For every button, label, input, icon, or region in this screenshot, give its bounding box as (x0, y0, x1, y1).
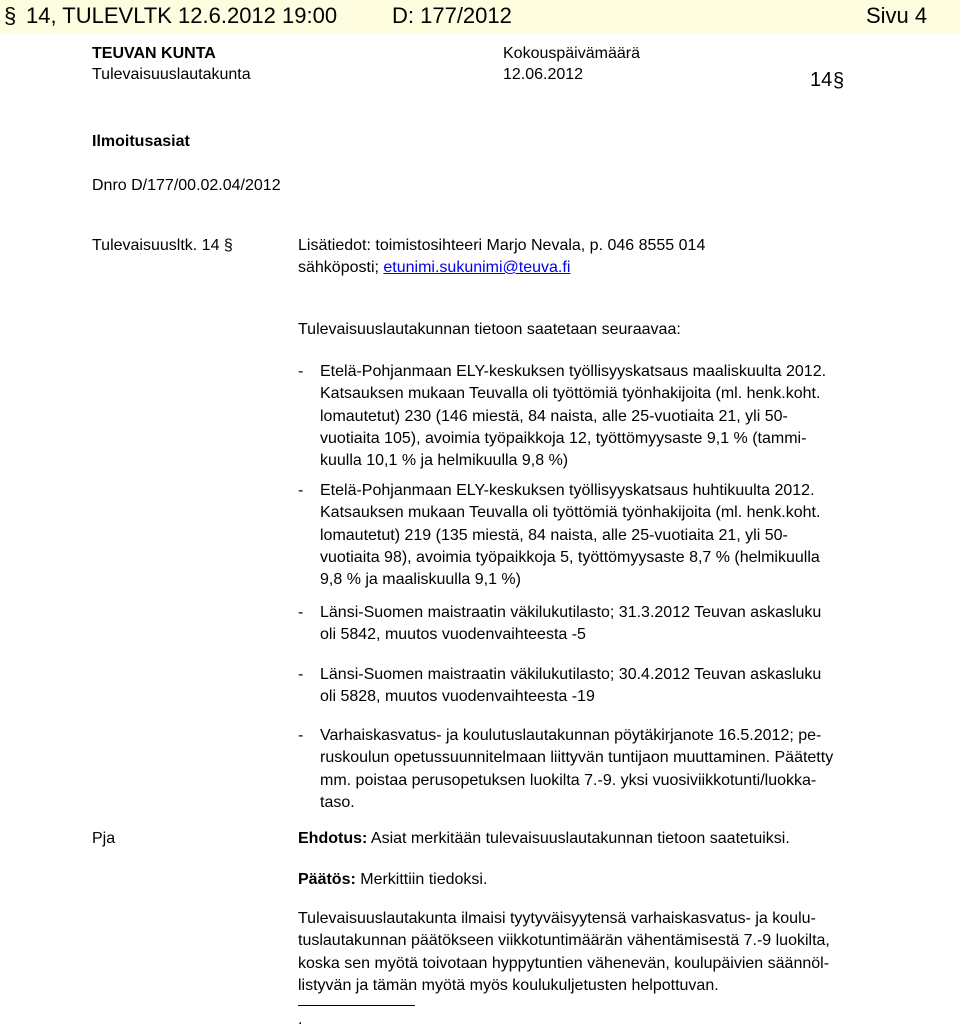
list-item (320, 664, 821, 709)
item-line: vuotiaita 98), avoimia työpaikkoja 5, työttömyysaste 8,7 % (helmikuulla (320, 548, 820, 566)
item-line: oli 5842, muutos vuodenvaihteesta -5 (320, 626, 586, 644)
item-line: lomautetut) 219 (135 miestä, 84 naista, alle 25-vuotiaita 21, yli 50- (320, 526, 788, 544)
email-line (298, 258, 570, 278)
contact-line: Lisätiedot: toimistosihteeri Marjo Nevala, p. 046 8555 014 (298, 237, 706, 254)
item-dash: - (298, 363, 304, 380)
board-name: Tulevaisuuslautakunta (92, 66, 251, 83)
closing-paragraph (298, 908, 830, 997)
item-line: Länsi-Suomen maistraatin väkilukutilasto; 30.4.2012 Teuvan askasluku (320, 666, 822, 683)
email-link[interactable]: etunimi.sukunimi@teuva.fi (383, 259, 571, 276)
item-line: Etelä-Pohjanmaan ELY-keskuksen työllisyyskatsaus huhtikuulta 2012. (320, 482, 815, 499)
section-mark: § (4, 3, 17, 28)
list-item (320, 725, 833, 814)
closing-line: Tulevaisuuslautakunta ilmaisi tyytyväisyytensä varhaiskasvatus- ja koulu- (298, 910, 816, 927)
item-line: Katsauksen mukaan Teuvalla oli työttömiä työnhakijoita (ml. henk.koht. (320, 385, 821, 403)
pja-label: Pja (92, 830, 116, 847)
list-item (320, 480, 820, 591)
proposal (298, 829, 790, 849)
meeting-date-label: Kokouspäivämäärä (503, 45, 640, 62)
item-dash: - (298, 482, 304, 499)
item-line: oli 5828, muutos vuodenvaihteesta -19 (320, 688, 595, 706)
email-prefix: sähköposti; (298, 259, 384, 276)
decision (298, 870, 487, 890)
dnro: Dnro D/177/00.02.04/2012 (92, 177, 281, 194)
item-dash: - (298, 666, 304, 683)
item-line: Varhaiskasvatus- ja koulutuslautakunnan pöytäkirjanote 16.5.2012; pe- (320, 727, 822, 744)
item-line: kuulla 10,1 % ja helmikuulla 9,8 %) (320, 452, 569, 470)
item-line: ruskoulun opetussuunnitelmaan liittyvän tuntijaon muuttaminen. Päätetty (320, 749, 834, 767)
item-dash: - (298, 604, 304, 621)
decision-text: Merkittiin tiedoksi. (360, 871, 488, 888)
item-line: Etelä-Pohjanmaan ELY-keskuksen työllisyyskatsaus maaliskuulta 2012. (320, 363, 827, 380)
proposal-text: Asiat merkitään tulevaisuuslautakunnan tietoon saatetuiksi. (370, 830, 790, 847)
signature-rule (298, 1005, 415, 1006)
header-dnro: D: 177/2012 (392, 3, 512, 28)
proposal-label: Ehdotus: (298, 830, 368, 847)
item-line: Länsi-Suomen maistraatin väkilukutilasto; 31.3.2012 Teuvan askasluku (320, 604, 822, 621)
list-item (320, 602, 821, 647)
item-line: Katsauksen mukaan Teuvalla oli työttömiä työnhakijoita (ml. henk.koht. (320, 504, 821, 522)
decision-label: Päätös: (298, 871, 356, 888)
closing-line: koska sen myötä toivotaan hyppytuntien vähenevän, koulupäivien säännöl- (298, 954, 830, 972)
list-item (320, 361, 826, 472)
closing-line: tuslautakunnan päätökseen viikkotuntimäärän vähentämisestä 7.-9 luokilta, (298, 932, 830, 950)
item-line: mm. poistaa perusopetuksen luokilta 7.-9. yksi vuosiviikkotunti/luokka- (320, 771, 817, 789)
closing-line: listyvän ja tämän myötä myös koulukuljetusten helpottuvan. (298, 976, 719, 994)
item-line: vuotiaita 105), avoimia työpaikkoja 12, työttömyysaste 9,1 % (tammi- (320, 429, 807, 447)
item-line: 9,8 % ja maaliskuulla 9,1 %) (320, 571, 521, 589)
item-dash: - (298, 727, 304, 744)
header-page: Sivu 4 (866, 3, 928, 28)
section-mark-letterhead: § (833, 70, 845, 92)
page-title: Ilmoitusasiat (92, 133, 190, 150)
meeting-date: 12.06.2012 (503, 66, 584, 83)
trailing-mark: . (298, 1011, 303, 1028)
section-number: 14 (810, 69, 833, 91)
ref-label: Tulevaisuusltk. 14 § (92, 237, 233, 254)
intro-text: Tulevaisuuslautakunnan tietoon saatetaan seuraavaa: (298, 321, 681, 338)
item-line: lomautetut) 230 (146 miestä, 84 naista, alle 25-vuotiaita 21, yli 50- (320, 407, 788, 425)
org-name: TEUVAN KUNTA (92, 45, 216, 62)
header-band (0, 0, 960, 33)
header-index: 14, TULEVLTK 12.6.2012 19:00 (26, 3, 338, 28)
item-line: taso. (320, 793, 355, 811)
